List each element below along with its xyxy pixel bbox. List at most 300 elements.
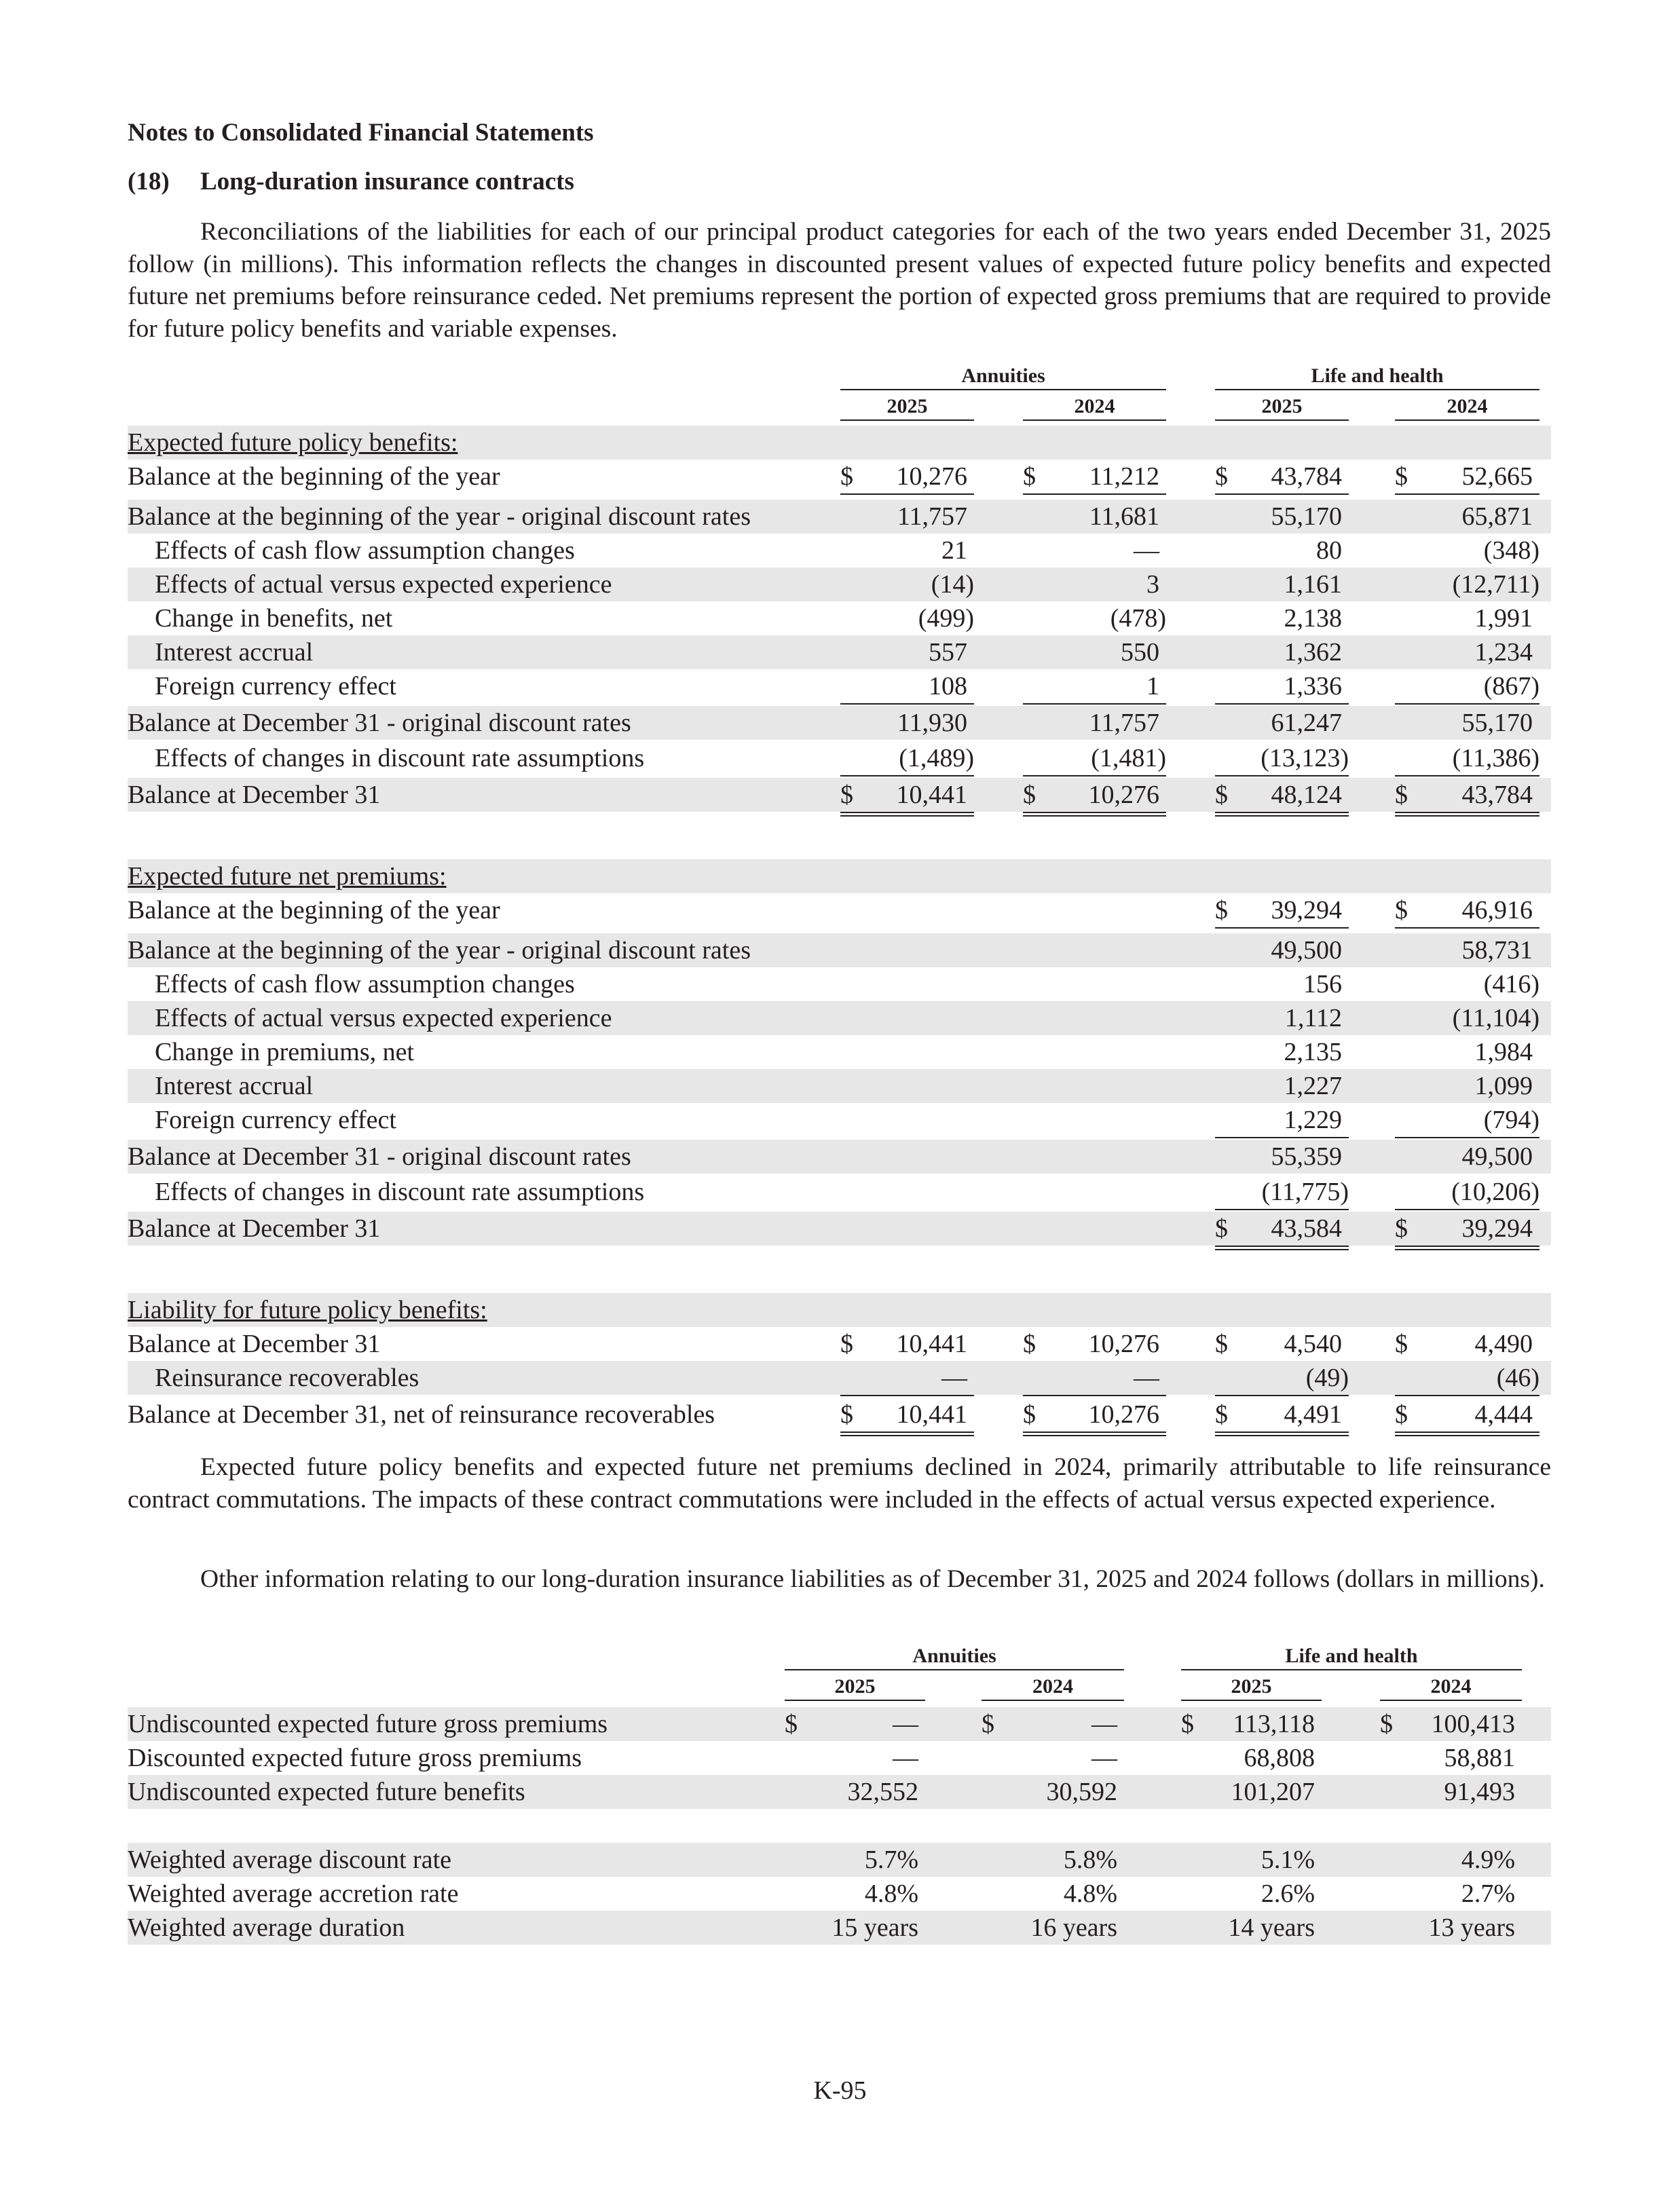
table1-row [128,1361,1551,1395]
value-cell [1215,1212,1349,1250]
value-cell [1215,893,1349,929]
cell-value: 13 years [1428,1913,1515,1942]
currency-symbol: $ [1215,462,1228,491]
table1-row [128,534,1551,567]
value-cell [1215,460,1349,495]
cell-value: 3 [1146,570,1159,599]
value-cell [1395,706,1539,740]
value-cell [1023,1398,1166,1436]
value-cell [1215,706,1349,740]
cell-value: (49) [1305,1364,1349,1392]
cell-value: 4.8% [1063,1879,1117,1908]
value-cell [1215,500,1349,534]
row-label: Change in benefits, net [155,604,393,633]
value-cell [840,601,974,635]
value-cell [982,1843,1124,1877]
cell-value: (11,104) [1452,1004,1539,1032]
table1-row [128,460,1551,493]
cell-value: 4,540 [1284,1330,1342,1358]
currency-symbol: $ [840,1400,853,1429]
value-cell [1215,669,1349,705]
cell-value: — [893,1710,918,1738]
value-cell [1181,1911,1322,1945]
cell-value: 1,362 [1284,638,1342,667]
row-label: Balance at December 31 [128,1330,381,1358]
cell-value: 39,294 [1271,896,1342,924]
cell-value: 91,493 [1444,1778,1515,1806]
table1-year-rule [1023,419,1166,421]
row-label: Balance at the beginning of the year [128,462,500,491]
row-label: Foreign currency effect [155,1106,396,1134]
cell-value: (13,123) [1261,744,1349,772]
cell-value: 5.8% [1063,1846,1117,1874]
value-cell [785,1843,925,1877]
value-cell [1215,933,1349,967]
table1-year-header: 2024 [1074,395,1115,417]
table1-row [128,778,1551,812]
value-cell [1215,1361,1349,1396]
value-cell [1181,1843,1322,1877]
row-label: Weighted average duration [128,1913,405,1942]
cell-value: 39,294 [1461,1214,1533,1243]
value-cell [1023,601,1166,635]
currency-symbol: $ [840,1330,853,1358]
row-label: Balance at December 31 [128,781,381,809]
cell-value: 1,234 [1474,638,1533,667]
value-cell [1395,741,1539,777]
cell-value: 5.1% [1261,1846,1315,1874]
value-cell [1395,1175,1539,1210]
value-cell [982,1877,1124,1911]
table2-year-rule [1380,1700,1522,1701]
currency-symbol: $ [1395,896,1408,924]
table1-group-rule-life-health [1215,389,1539,390]
value-cell [1395,1212,1539,1250]
cell-value: 4,444 [1474,1400,1533,1429]
table1-row [128,967,1551,1001]
row-label: Balance at December 31, net of reinsurance recoverables [128,1400,715,1429]
cell-value: — [1091,1710,1117,1738]
table1-section-heading [128,1293,1551,1327]
row-label: Foreign currency effect [155,672,396,700]
cell-value: (12,711) [1452,570,1539,599]
value-cell [982,1775,1124,1809]
table1-year-rule [1215,419,1349,421]
cell-value: (867) [1483,672,1539,700]
table1-row [128,669,1551,703]
table2-group-annuities: Annuities [912,1645,996,1667]
cell-value: 43,784 [1461,781,1533,809]
value-cell [840,669,974,705]
row-label: Balance at the beginning of the year - original discount rates [128,502,751,531]
table1-group-rule-annuities [840,389,1166,390]
table1-year-rule [840,419,974,421]
cell-value: 68,808 [1244,1744,1315,1772]
value-cell [840,1327,974,1361]
cell-value: 10,441 [896,781,967,809]
cell-value: 11,930 [897,709,967,737]
cell-value: 557 [929,638,967,667]
value-cell [1215,1175,1349,1210]
cell-value: 10,276 [1088,781,1159,809]
cell-value: 4.9% [1461,1846,1515,1874]
currency-symbol: $ [1181,1710,1194,1738]
row-label: Expected future net premiums: [128,862,447,891]
cell-value: (348) [1483,536,1539,565]
currency-symbol: $ [1023,1400,1036,1429]
value-cell [840,1398,974,1436]
cell-value: (11,386) [1452,744,1539,772]
table1-row [128,635,1551,669]
value-cell [1215,1035,1349,1069]
currency-symbol: $ [1395,1214,1408,1243]
cell-value: 61,247 [1271,709,1342,737]
value-cell [1215,635,1349,669]
cell-value: 10,276 [1088,1330,1159,1358]
currency-symbol: $ [1395,462,1408,491]
cell-value: 1,991 [1474,604,1533,633]
table1-row [128,1398,1551,1432]
value-cell [982,1741,1124,1775]
table1-row [128,706,1551,740]
value-cell [1181,1741,1322,1775]
value-cell [982,1911,1124,1945]
cell-value: 49,500 [1461,1142,1533,1171]
value-cell [1395,669,1539,705]
value-cell [840,567,974,601]
table1-year-header: 2025 [886,395,928,417]
currency-symbol: $ [1215,1330,1228,1358]
currency-symbol: $ [840,781,853,809]
value-cell [1380,1707,1522,1741]
value-cell [1395,534,1539,567]
cell-value: (499) [918,604,974,633]
cell-value: 65,871 [1461,502,1533,531]
table1-row [128,1212,1551,1246]
value-cell [1395,1069,1539,1103]
value-cell [1380,1843,1522,1877]
table2-row [128,1843,1551,1877]
cell-value: (10,206) [1451,1178,1539,1206]
cell-value: 1,229 [1284,1106,1342,1134]
table1-row [128,1035,1551,1069]
currency-symbol: $ [1215,781,1228,809]
value-cell [1215,601,1349,635]
table2-row [128,1911,1551,1945]
cell-value: — [1091,1744,1117,1772]
table2-year-header: 2024 [1430,1675,1472,1698]
currency-symbol: $ [1395,781,1408,809]
value-cell [1395,1001,1539,1035]
cell-value: 43,784 [1271,462,1342,491]
cell-value: 10,441 [896,1330,967,1358]
value-cell [1023,460,1166,495]
table1-group-life-health: Life and health [1311,364,1444,387]
row-label: Balance at the beginning of the year [128,896,500,924]
row-label: Effects of changes in discount rate assumptions [155,1178,645,1206]
table1-row [128,893,1551,927]
table2-year-rule [982,1700,1124,1701]
currency-symbol: $ [1380,1710,1393,1738]
table1-group-annuities: Annuities [961,364,1045,387]
value-cell [1023,534,1166,567]
row-label: Liability for future policy benefits: [128,1296,487,1324]
table1-row [128,1001,1551,1035]
table1-section-heading [128,859,1551,893]
row-label: Balance at December 31 - original discount rates [128,709,631,737]
value-cell [1181,1877,1322,1911]
cell-value: 550 [1121,638,1159,667]
section-number: (18) [128,168,170,195]
value-cell [1023,1361,1166,1396]
value-cell [1395,1361,1539,1396]
cell-value: 1,336 [1284,672,1342,700]
table1-section-heading [128,426,1551,460]
cell-value: 2.6% [1261,1879,1315,1908]
value-cell [785,1707,925,1741]
cell-value: 4,490 [1474,1330,1533,1358]
cell-value: 100,413 [1431,1710,1515,1738]
row-label: Effects of changes in discount rate assumptions [155,744,645,772]
row-label: Effects of actual versus expected experience [155,1004,612,1032]
cell-value: 48,124 [1271,781,1342,809]
value-cell [1215,567,1349,601]
value-cell [840,534,974,567]
table2-year-header: 2025 [1231,1675,1272,1698]
cell-value: 10,441 [896,1400,967,1429]
row-label: Balance at December 31 - original discount rates [128,1142,631,1171]
value-cell [785,1911,925,1945]
cell-value: 55,170 [1271,502,1342,531]
table1-row [128,1103,1551,1137]
currency-symbol: $ [1023,1330,1036,1358]
value-cell [1215,741,1349,777]
cell-value: 46,916 [1461,896,1533,924]
cell-value: (416) [1483,970,1539,998]
table1-row [128,1069,1551,1103]
row-label: Undiscounted expected future benefits [128,1778,525,1806]
value-cell [840,500,974,534]
table2-row [128,1741,1551,1775]
table2-row [128,1877,1551,1911]
cell-value: 55,359 [1271,1142,1342,1171]
cell-value: (794) [1483,1106,1539,1134]
table1-year-header: 2024 [1446,395,1488,417]
table1-row [128,741,1551,775]
table2-group-rule-life-health [1181,1669,1522,1670]
cell-value: 156 [1303,970,1342,998]
cell-value: 14 years [1228,1913,1315,1942]
cell-value: 10,276 [896,462,967,491]
cell-value: 108 [929,672,967,700]
table2-year-header: 2024 [1032,1675,1073,1698]
value-cell [982,1707,1124,1741]
cell-value: 49,500 [1271,936,1342,965]
value-cell [840,778,974,817]
cell-value: 113,118 [1233,1710,1315,1738]
cell-value: (1,489) [899,744,974,772]
cell-value: 1,112 [1284,1004,1342,1032]
currency-symbol: $ [1215,896,1228,924]
row-label: Effects of actual versus expected experience [155,570,612,599]
value-cell [1215,534,1349,567]
value-cell [840,741,974,777]
value-cell [1215,1103,1349,1138]
value-cell [1023,669,1166,705]
table2-row [128,1775,1551,1809]
table2-year-rule [785,1700,925,1701]
second-intro-paragraph: Other information relating to our long-duration insurance liabilities as of December 31, 2025 and 2024 follows (dollars in millions). [200,1565,1545,1593]
value-cell [1395,967,1539,1001]
cell-value: 2,138 [1284,604,1342,633]
cell-value: 1 [1146,672,1159,700]
table1-row [128,567,1551,601]
row-label: Weighted average accretion rate [128,1879,459,1908]
row-label: Undiscounted expected future gross premiums [128,1710,608,1738]
currency-symbol: $ [840,462,853,491]
row-label: Effects of cash flow assumption changes [155,970,575,998]
value-cell [1395,500,1539,534]
value-cell [1380,1911,1522,1945]
value-cell [1395,601,1539,635]
cell-value: — [893,1744,918,1772]
intro-paragraph: Reconciliations of the liabilities for each of our principal product categories for each of the two years ended December 31, 2025 follow (in millions). This information reflects the changes in discounted present values of expected future policy benefits and expected future net premiums before reinsurance ceded. Net premiums represent the portion of expected gross premiums that are required to provide for future policy benefits and variable expenses. [128,218,1551,343]
row-label: Interest accrual [155,638,314,667]
cell-value: 58,731 [1461,936,1533,965]
value-cell [1023,500,1166,534]
value-cell [1023,1327,1166,1361]
value-cell [1395,778,1539,817]
value-cell [1395,567,1539,601]
cell-value: — [1134,1364,1159,1392]
currency-symbol: $ [1215,1214,1228,1243]
table2-year-header: 2025 [834,1675,876,1698]
cell-value: — [1134,536,1159,565]
cell-value: 4,491 [1284,1400,1342,1429]
value-cell [1395,1327,1539,1361]
cell-value: 1,227 [1284,1072,1342,1100]
cell-value: 11,757 [897,502,967,531]
row-label: Change in premiums, net [155,1038,415,1066]
table1-row [128,1175,1551,1209]
row-label: Weighted average discount rate [128,1846,452,1874]
value-cell [1395,1035,1539,1069]
value-cell [840,706,974,740]
value-cell [1395,1140,1539,1174]
cell-value: 30,592 [1046,1778,1117,1806]
cell-value: 2.7% [1461,1879,1515,1908]
row-label: Expected future policy benefits: [128,428,458,457]
value-cell [1395,893,1539,929]
table1-row [128,601,1551,635]
cell-value: (46) [1496,1364,1539,1392]
currency-symbol: $ [1395,1330,1408,1358]
table2-row [128,1707,1551,1741]
currency-symbol: $ [1215,1400,1228,1429]
notes-title: Notes to Consolidated Financial Statements [128,119,594,147]
value-cell [840,1361,974,1396]
value-cell [785,1775,925,1809]
cell-value: 15 years [832,1913,918,1942]
value-cell [1380,1877,1522,1911]
currency-symbol: $ [785,1710,798,1738]
value-cell [1380,1775,1522,1809]
value-cell [1023,741,1166,777]
table2-group-life-health: Life and health [1285,1645,1418,1667]
cell-value: 2,135 [1284,1038,1342,1066]
table1-year-rule [1395,419,1539,421]
value-cell [1215,1398,1349,1436]
cell-value: 1,099 [1474,1072,1533,1100]
cell-value: 10,276 [1088,1400,1159,1429]
cell-value: 43,584 [1271,1214,1342,1243]
value-cell [840,460,974,495]
cell-value: 4.8% [864,1879,918,1908]
value-cell [1181,1775,1322,1809]
value-cell [1215,1069,1349,1103]
table1-row [128,500,1551,534]
table1-year-header: 2025 [1261,395,1303,417]
cell-value: 32,552 [847,1778,918,1806]
table1-row [128,1140,1551,1174]
row-label: Balance at December 31 [128,1214,381,1243]
row-label: Interest accrual [155,1072,314,1100]
table2-group-rule-annuities [785,1669,1124,1670]
cell-value: (11,775) [1261,1178,1349,1206]
value-cell [1215,1327,1349,1361]
cell-value: 11,212 [1089,462,1159,491]
cell-value: — [941,1364,967,1392]
currency-symbol: $ [982,1710,994,1738]
cell-value: 21 [941,536,967,565]
cell-value: 11,681 [1089,502,1159,531]
cell-value: (1,481) [1091,744,1166,772]
cell-value: 80 [1316,536,1342,565]
value-cell [785,1741,925,1775]
value-cell [1023,567,1166,601]
middle-paragraph: Expected future policy benefits and expected future net premiums declined in 2024, primarily attributable to life reinsurance contract commutations. The impacts of these contract commutations were included in the effects of actual versus expected experience. [128,1453,1551,1514]
currency-symbol: $ [1023,781,1036,809]
value-cell [1023,778,1166,817]
cell-value: (478) [1110,604,1166,633]
value-cell [1215,1001,1349,1035]
value-cell [1395,933,1539,967]
row-label: Balance at the beginning of the year - original discount rates [128,936,751,965]
value-cell [785,1877,925,1911]
value-cell [1395,1103,1539,1138]
value-cell [1181,1707,1322,1741]
cell-value: 1,161 [1284,570,1342,599]
page-number: K-95 [813,2076,867,2105]
cell-value: (14) [931,570,974,599]
table1-row [128,933,1551,967]
value-cell [1395,635,1539,669]
cell-value: 5.7% [864,1846,918,1874]
value-cell [1215,967,1349,1001]
value-cell [1395,1398,1539,1436]
row-label: Reinsurance recoverables [155,1364,419,1392]
table1-row [128,1327,1551,1361]
currency-symbol: $ [1023,462,1036,491]
cell-value: 58,881 [1444,1744,1515,1772]
cell-value: 11,757 [1089,709,1159,737]
cell-value: 101,207 [1231,1778,1315,1806]
cell-value: 16 years [1030,1913,1117,1942]
value-cell [1215,1140,1349,1174]
value-cell [840,635,974,669]
row-label: Effects of cash flow assumption changes [155,536,575,565]
value-cell [1215,778,1349,817]
